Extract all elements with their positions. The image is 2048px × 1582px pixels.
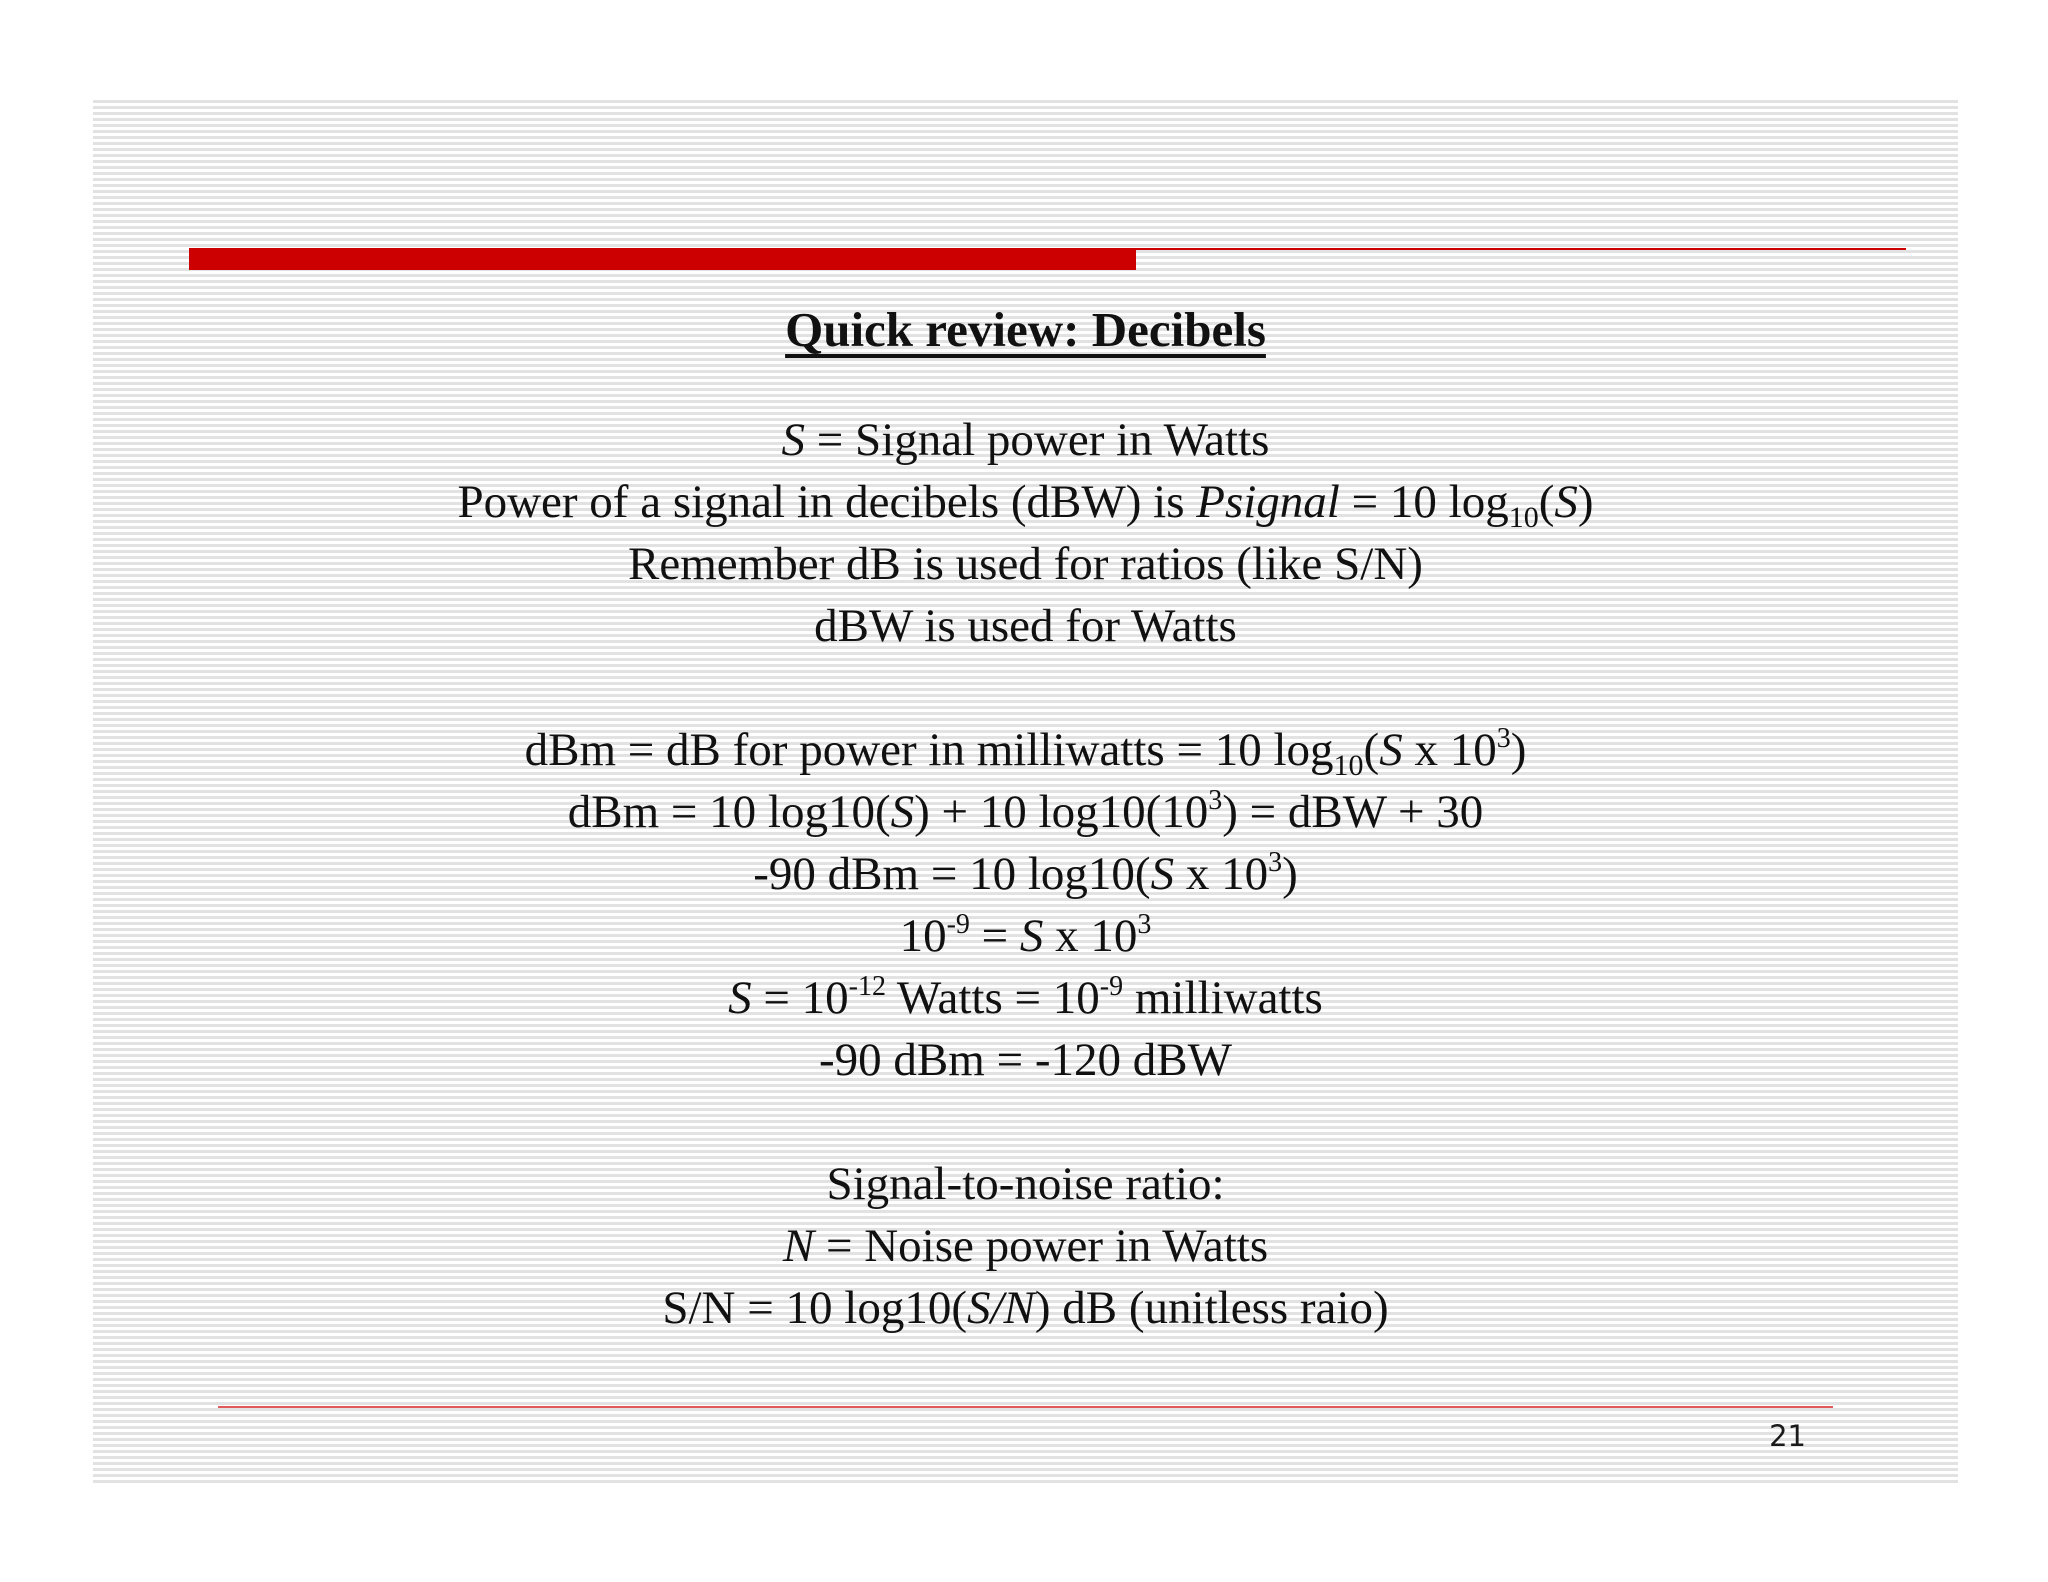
variable-s: S xyxy=(1379,724,1403,776)
line-text: ) xyxy=(1577,476,1594,528)
line-text: ( xyxy=(1363,724,1380,776)
text-line-noise-power xyxy=(93,1220,1958,1272)
variable-s: S xyxy=(1019,910,1044,962)
line-text: = Noise power in Watts xyxy=(814,1220,1269,1272)
line-text: x 10 xyxy=(1402,724,1497,776)
line-text: = xyxy=(969,910,1020,962)
text-line-minus90-dbm xyxy=(93,847,1958,900)
footer-divider xyxy=(218,1406,1833,1408)
superscript: -9 xyxy=(1099,971,1124,1002)
line-text: ) xyxy=(1282,848,1298,900)
header-accent-bar xyxy=(189,248,1136,270)
text-line-dbw-watts: dBW is used for Watts xyxy=(814,600,1237,652)
text-line-dbm-definition xyxy=(93,723,1958,782)
line-text: ) dB (unitless raio) xyxy=(1034,1282,1389,1334)
text-line-dbm-dbw xyxy=(93,785,1958,838)
variable-psignal: Psignal xyxy=(1196,476,1340,528)
text-line-psignal xyxy=(93,476,1958,534)
line-text: ( xyxy=(1538,476,1555,528)
line-text: Watts = 10 xyxy=(885,972,1100,1024)
subscript: 10 xyxy=(1508,501,1539,534)
superscript: 3 xyxy=(1496,723,1511,754)
text-line-dbm-to-dbw: -90 dBm = -120 dBW xyxy=(819,1034,1232,1086)
line-text: 10 xyxy=(899,910,947,962)
text-line-signal-power xyxy=(93,414,1958,466)
line-text: ) = dBW + 30 xyxy=(1222,786,1484,838)
slide xyxy=(93,97,1958,1485)
text-line-snr-formula xyxy=(93,1282,1958,1334)
variable-s: S xyxy=(781,414,806,466)
variable-s-over-n: S/N xyxy=(966,1282,1035,1334)
variable-s: S xyxy=(1554,476,1578,528)
variable-s: S xyxy=(890,786,915,838)
text-line-s-result xyxy=(93,971,1958,1024)
superscript: 3 xyxy=(1137,909,1152,940)
line-text: x 10 xyxy=(1043,910,1138,962)
line-text: Power of a signal in decibels (dBW) is xyxy=(457,476,1197,528)
line-text: milliwatts xyxy=(1123,972,1323,1024)
line-text: x 10 xyxy=(1174,848,1269,900)
line-text: ) xyxy=(1510,724,1527,776)
superscript: -12 xyxy=(848,971,886,1002)
variable-n: N xyxy=(782,1220,815,1272)
text-line-snr-heading: Signal-to-noise ratio: xyxy=(826,1158,1225,1210)
line-text: S/N = 10 log10( xyxy=(662,1282,967,1334)
slide-title: Quick review: Decibels xyxy=(785,302,1266,357)
line-text: = Signal power in Watts xyxy=(805,414,1270,466)
header-accent-line xyxy=(1136,248,1906,250)
variable-s: S xyxy=(1150,848,1175,900)
superscript: 3 xyxy=(1268,847,1283,878)
superscript: 3 xyxy=(1208,785,1223,816)
text-line-power-equation xyxy=(93,909,1958,962)
line-text: dBm = dB for power in milliwatts = 10 log xyxy=(524,724,1334,776)
superscript: -9 xyxy=(946,909,970,940)
line-text: = 10 log xyxy=(1339,476,1509,528)
page-number: 21 xyxy=(1769,1419,1806,1453)
line-text: ) + 10 log10(10 xyxy=(914,786,1209,838)
subscript: 10 xyxy=(1333,749,1364,782)
variable-s: S xyxy=(728,972,752,1024)
line-text: dBm = 10 log10( xyxy=(567,786,891,838)
text-line-db-ratios: Remember dB is used for ratios (like S/N) xyxy=(628,538,1423,590)
line-text: -90 dBm = 10 log10( xyxy=(753,848,1151,900)
line-text: = 10 xyxy=(751,972,849,1024)
